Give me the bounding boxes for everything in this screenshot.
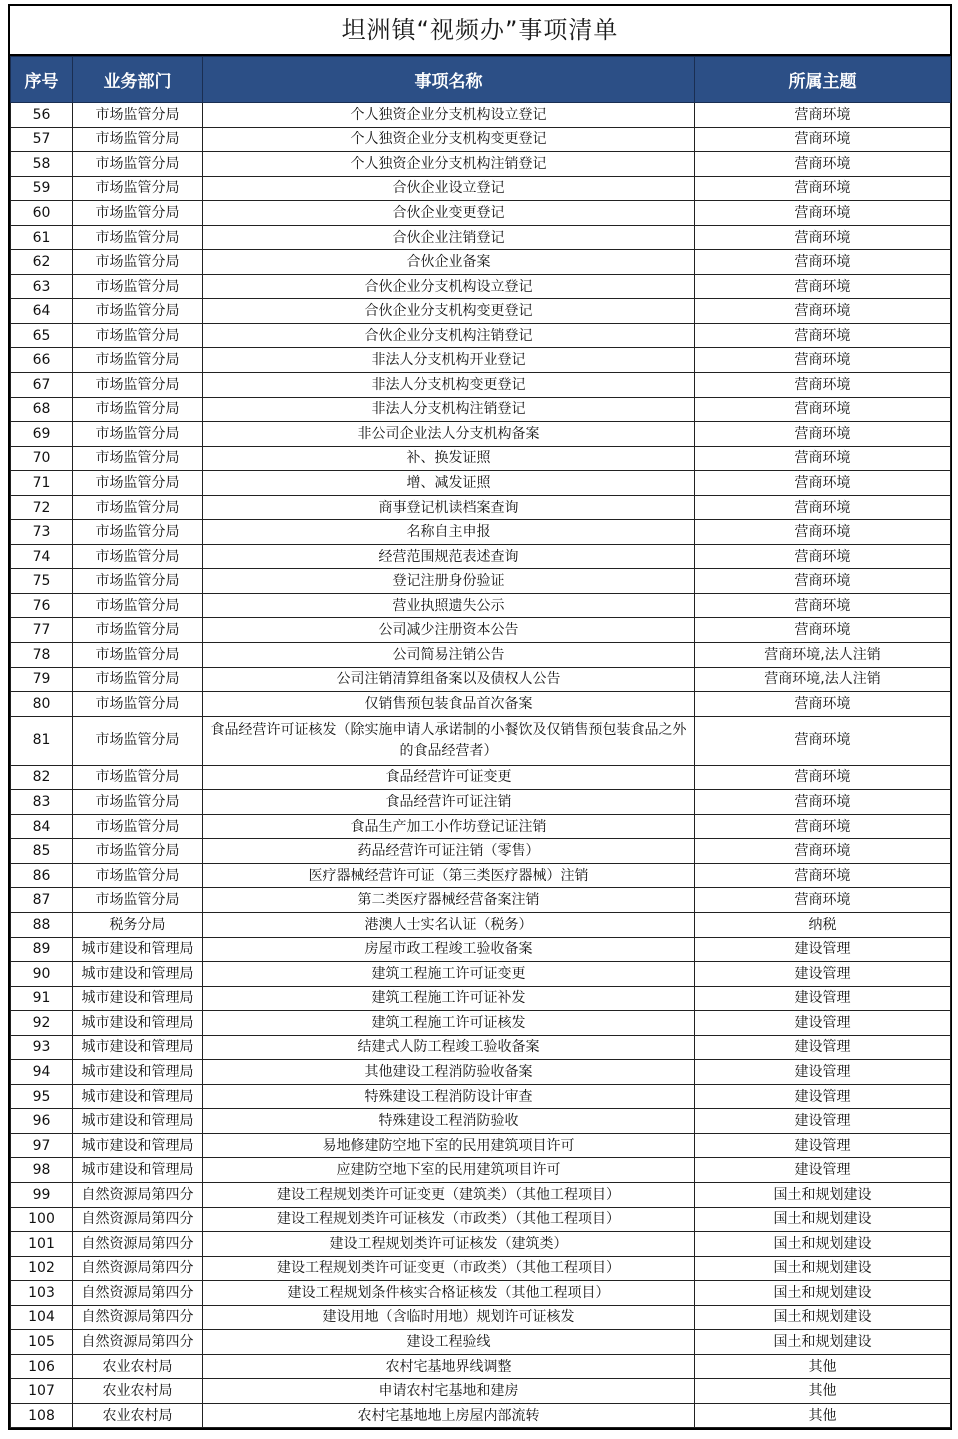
cell-item-name: 建设工程规划类许可证核发（建筑类） — [203, 1232, 695, 1257]
cell-serial: 58 — [11, 152, 73, 177]
cell-department: 市场监管分局 — [73, 839, 203, 864]
cell-item-name: 合伙企业变更登记 — [203, 201, 695, 226]
cell-item-name: 建筑工程施工许可证补发 — [203, 986, 695, 1011]
cell-serial: 81 — [11, 716, 73, 765]
cell-department: 市场监管分局 — [73, 692, 203, 717]
cell-theme: 国土和规划建设 — [695, 1232, 951, 1257]
cell-serial: 59 — [11, 176, 73, 201]
cell-theme: 营商环境 — [695, 373, 951, 398]
cell-department: 市场监管分局 — [73, 471, 203, 496]
cell-department: 市场监管分局 — [73, 716, 203, 765]
cell-department: 市场监管分局 — [73, 446, 203, 471]
cell-item-name: 港澳人士实名认证（税务） — [203, 912, 695, 937]
cell-theme: 营商环境 — [695, 201, 951, 226]
cell-department: 城市建设和管理局 — [73, 986, 203, 1011]
cell-theme: 营商环境 — [695, 250, 951, 275]
table-row — [11, 1379, 951, 1404]
cell-serial: 75 — [11, 569, 73, 594]
cell-department: 市场监管分局 — [73, 593, 203, 618]
table-row — [11, 201, 951, 226]
table-row — [11, 152, 951, 177]
cell-theme: 营商环境 — [695, 397, 951, 422]
cell-theme: 建设管理 — [695, 962, 951, 987]
cell-department: 城市建设和管理局 — [73, 1035, 203, 1060]
cell-department: 市场监管分局 — [73, 888, 203, 913]
cell-item-name: 合伙企业分支机构注销登记 — [203, 323, 695, 348]
cell-theme: 建设管理 — [695, 1035, 951, 1060]
cell-item-name: 医疗器械经营许可证（第三类医疗器械）注销 — [203, 863, 695, 888]
cell-department: 市场监管分局 — [73, 323, 203, 348]
cell-theme: 营商环境 — [695, 323, 951, 348]
cell-item-name: 经营范围规范表述查询 — [203, 544, 695, 569]
cell-serial: 77 — [11, 618, 73, 643]
cell-serial: 68 — [11, 397, 73, 422]
cell-item-name: 公司注销清算组备案以及债权人公告 — [203, 667, 695, 692]
cell-item-name: 第二类医疗器械经营备案注销 — [203, 888, 695, 913]
table-row — [11, 1232, 951, 1257]
table-row — [11, 765, 951, 790]
cell-department: 自然资源局第四分 — [73, 1182, 203, 1207]
cell-serial: 82 — [11, 765, 73, 790]
cell-theme: 营商环境 — [695, 176, 951, 201]
table-row — [11, 1035, 951, 1060]
cell-item-name: 农村宅基地地上房屋内部流转 — [203, 1403, 695, 1428]
cell-item-name: 合伙企业分支机构设立登记 — [203, 274, 695, 299]
cell-department: 城市建设和管理局 — [73, 1133, 203, 1158]
cell-department: 自然资源局第四分 — [73, 1281, 203, 1306]
cell-serial: 61 — [11, 225, 73, 250]
table-row — [11, 1305, 951, 1330]
cell-item-name: 个人独资企业分支机构变更登记 — [203, 127, 695, 152]
cell-serial: 95 — [11, 1084, 73, 1109]
cell-department: 市场监管分局 — [73, 201, 203, 226]
table-row — [11, 716, 951, 765]
cell-department: 市场监管分局 — [73, 422, 203, 447]
table-row — [11, 912, 951, 937]
cell-item-name: 申请农村宅基地和建房 — [203, 1379, 695, 1404]
cell-serial: 71 — [11, 471, 73, 496]
cell-theme: 国土和规划建设 — [695, 1207, 951, 1232]
cell-item-name: 房屋市政工程竣工验收备案 — [203, 937, 695, 962]
cell-serial: 106 — [11, 1354, 73, 1379]
table-row — [11, 176, 951, 201]
cell-theme: 营商环境 — [695, 544, 951, 569]
table-row — [11, 1330, 951, 1355]
table-row — [11, 250, 951, 275]
header-item-name: 事项名称 — [203, 57, 695, 103]
table-row — [11, 986, 951, 1011]
cell-theme: 营商环境 — [695, 716, 951, 765]
cell-item-name: 建设工程规划条件核实合格证核发（其他工程项目） — [203, 1281, 695, 1306]
cell-theme: 营商环境 — [695, 839, 951, 864]
cell-item-name: 非法人分支机构变更登记 — [203, 373, 695, 398]
cell-theme: 营商环境 — [695, 814, 951, 839]
cell-serial: 104 — [11, 1305, 73, 1330]
document-sheet — [8, 4, 952, 1430]
cell-serial: 76 — [11, 593, 73, 618]
cell-theme: 建设管理 — [695, 1133, 951, 1158]
table-row — [11, 422, 951, 447]
cell-item-name: 药品经营许可证注销（零售） — [203, 839, 695, 864]
cell-serial: 94 — [11, 1060, 73, 1085]
cell-serial: 78 — [11, 643, 73, 668]
cell-theme: 营商环境,法人注销 — [695, 643, 951, 668]
table-row — [11, 839, 951, 864]
cell-theme: 营商环境 — [695, 863, 951, 888]
cell-theme: 营商环境 — [695, 348, 951, 373]
cell-serial: 80 — [11, 692, 73, 717]
cell-department: 市场监管分局 — [73, 103, 203, 128]
cell-serial: 102 — [11, 1256, 73, 1281]
cell-serial: 65 — [11, 323, 73, 348]
cell-theme: 建设管理 — [695, 1084, 951, 1109]
cell-item-name: 公司简易注销公告 — [203, 643, 695, 668]
cell-theme: 营商环境 — [695, 422, 951, 447]
table-row — [11, 299, 951, 324]
cell-item-name: 建设用地（含临时用地）规划许可证核发 — [203, 1305, 695, 1330]
cell-theme: 营商环境 — [695, 888, 951, 913]
cell-item-name: 非法人分支机构开业登记 — [203, 348, 695, 373]
cell-department: 市场监管分局 — [73, 618, 203, 643]
table-row — [11, 593, 951, 618]
table-row — [11, 814, 951, 839]
cell-theme: 建设管理 — [695, 1011, 951, 1036]
cell-serial: 88 — [11, 912, 73, 937]
cell-serial: 63 — [11, 274, 73, 299]
table-row — [11, 1256, 951, 1281]
cell-theme: 建设管理 — [695, 937, 951, 962]
cell-theme: 营商环境 — [695, 790, 951, 815]
cell-theme: 国土和规划建设 — [695, 1256, 951, 1281]
cell-item-name: 建设工程验线 — [203, 1330, 695, 1355]
cell-serial: 97 — [11, 1133, 73, 1158]
table-header-row — [11, 57, 951, 103]
cell-theme: 建设管理 — [695, 986, 951, 1011]
cell-serial: 83 — [11, 790, 73, 815]
cell-department: 市场监管分局 — [73, 373, 203, 398]
cell-department: 税务分局 — [73, 912, 203, 937]
cell-item-name: 建设工程规划类许可证核发（市政类）（其他工程项目） — [203, 1207, 695, 1232]
cell-serial: 72 — [11, 495, 73, 520]
table-row — [11, 692, 951, 717]
cell-serial: 69 — [11, 422, 73, 447]
cell-department: 城市建设和管理局 — [73, 1109, 203, 1134]
cell-theme: 建设管理 — [695, 1060, 951, 1085]
cell-theme: 营商环境 — [695, 692, 951, 717]
cell-department: 市场监管分局 — [73, 274, 203, 299]
table-row — [11, 103, 951, 128]
cell-department: 市场监管分局 — [73, 863, 203, 888]
cell-theme: 营商环境 — [695, 765, 951, 790]
cell-item-name: 应建防空地下室的民用建筑项目许可 — [203, 1158, 695, 1183]
cell-theme: 国土和规划建设 — [695, 1281, 951, 1306]
header-theme: 所属主题 — [695, 57, 951, 103]
table-row — [11, 225, 951, 250]
page-title: 坦洲镇“视频办”事项清单 — [10, 6, 950, 56]
cell-item-name: 合伙企业注销登记 — [203, 225, 695, 250]
cell-theme: 营商环境 — [695, 152, 951, 177]
cell-item-name: 建筑工程施工许可证核发 — [203, 1011, 695, 1036]
cell-theme: 营商环境 — [695, 618, 951, 643]
table-row — [11, 1207, 951, 1232]
cell-department: 市场监管分局 — [73, 299, 203, 324]
cell-serial: 66 — [11, 348, 73, 373]
cell-item-name: 登记注册身份验证 — [203, 569, 695, 594]
cell-department: 自然资源局第四分 — [73, 1207, 203, 1232]
cell-serial: 79 — [11, 667, 73, 692]
table-row — [11, 544, 951, 569]
cell-serial: 108 — [11, 1403, 73, 1428]
cell-department: 市场监管分局 — [73, 152, 203, 177]
table-row — [11, 397, 951, 422]
table-row — [11, 569, 951, 594]
table-row — [11, 373, 951, 398]
cell-theme: 营商环境 — [695, 471, 951, 496]
cell-department: 城市建设和管理局 — [73, 1084, 203, 1109]
cell-serial: 91 — [11, 986, 73, 1011]
table-row — [11, 863, 951, 888]
cell-item-name: 非公司企业法人分支机构备案 — [203, 422, 695, 447]
cell-item-name: 个人独资企业分支机构注销登记 — [203, 152, 695, 177]
cell-theme: 营商环境 — [695, 103, 951, 128]
cell-serial: 89 — [11, 937, 73, 962]
cell-item-name: 营业执照遗失公示 — [203, 593, 695, 618]
cell-serial: 62 — [11, 250, 73, 275]
cell-item-name: 结建式人防工程竣工验收备案 — [203, 1035, 695, 1060]
cell-theme: 国土和规划建设 — [695, 1182, 951, 1207]
cell-item-name: 易地修建防空地下室的民用建筑项目许可 — [203, 1133, 695, 1158]
table-row — [11, 446, 951, 471]
table-row — [11, 643, 951, 668]
cell-item-name: 农村宅基地界线调整 — [203, 1354, 695, 1379]
cell-theme: 营商环境 — [695, 520, 951, 545]
cell-item-name: 食品经营许可证注销 — [203, 790, 695, 815]
cell-theme: 营商环境 — [695, 495, 951, 520]
cell-serial: 56 — [11, 103, 73, 128]
cell-theme: 营商环境 — [695, 225, 951, 250]
cell-department: 市场监管分局 — [73, 667, 203, 692]
cell-serial: 64 — [11, 299, 73, 324]
cell-department: 市场监管分局 — [73, 765, 203, 790]
cell-serial: 86 — [11, 863, 73, 888]
cell-department: 自然资源局第四分 — [73, 1256, 203, 1281]
cell-serial: 73 — [11, 520, 73, 545]
cell-theme: 其他 — [695, 1403, 951, 1428]
table-row — [11, 1158, 951, 1183]
cell-theme: 其他 — [695, 1379, 951, 1404]
cell-item-name: 食品经营许可证核发（除实施申请人承诺制的小餐饮及仅销售预包装食品之外的食品经营者） — [203, 716, 695, 765]
header-serial: 序号 — [11, 57, 73, 103]
cell-serial: 99 — [11, 1182, 73, 1207]
cell-item-name: 特殊建设工程消防验收 — [203, 1109, 695, 1134]
cell-department: 市场监管分局 — [73, 225, 203, 250]
cell-item-name: 合伙企业备案 — [203, 250, 695, 275]
table-row — [11, 1403, 951, 1428]
cell-serial: 74 — [11, 544, 73, 569]
cell-theme: 建设管理 — [695, 1109, 951, 1134]
cell-theme: 营商环境,法人注销 — [695, 667, 951, 692]
table-row — [11, 1182, 951, 1207]
cell-department: 市场监管分局 — [73, 348, 203, 373]
cell-department: 农业农村局 — [73, 1403, 203, 1428]
cell-item-name: 建筑工程施工许可证变更 — [203, 962, 695, 987]
cell-department: 城市建设和管理局 — [73, 937, 203, 962]
cell-serial: 84 — [11, 814, 73, 839]
cell-department: 市场监管分局 — [73, 397, 203, 422]
cell-serial: 87 — [11, 888, 73, 913]
cell-theme: 其他 — [695, 1354, 951, 1379]
cell-department: 市场监管分局 — [73, 569, 203, 594]
cell-item-name: 合伙企业分支机构变更登记 — [203, 299, 695, 324]
cell-department: 市场监管分局 — [73, 250, 203, 275]
table-row — [11, 495, 951, 520]
cell-department: 自然资源局第四分 — [73, 1330, 203, 1355]
cell-theme: 营商环境 — [695, 127, 951, 152]
table-row — [11, 1084, 951, 1109]
cell-theme: 营商环境 — [695, 274, 951, 299]
cell-theme: 营商环境 — [695, 299, 951, 324]
cell-department: 农业农村局 — [73, 1379, 203, 1404]
cell-department: 市场监管分局 — [73, 176, 203, 201]
cell-serial: 92 — [11, 1011, 73, 1036]
cell-department: 市场监管分局 — [73, 643, 203, 668]
cell-item-name: 建设工程规划类许可证变更（建筑类）（其他工程项目） — [203, 1182, 695, 1207]
cell-item-name: 建设工程规划类许可证变更（市政类）（其他工程项目） — [203, 1256, 695, 1281]
cell-serial: 103 — [11, 1281, 73, 1306]
table-row — [11, 323, 951, 348]
header-department: 业务部门 — [73, 57, 203, 103]
cell-item-name: 特殊建设工程消防设计审查 — [203, 1084, 695, 1109]
cell-department: 市场监管分局 — [73, 544, 203, 569]
table-body — [11, 103, 951, 1428]
cell-item-name: 食品经营许可证变更 — [203, 765, 695, 790]
cell-serial: 93 — [11, 1035, 73, 1060]
cell-serial: 60 — [11, 201, 73, 226]
table-row — [11, 667, 951, 692]
table-row — [11, 937, 951, 962]
cell-theme: 营商环境 — [695, 446, 951, 471]
table-row — [11, 520, 951, 545]
cell-department: 城市建设和管理局 — [73, 1060, 203, 1085]
cell-theme: 纳税 — [695, 912, 951, 937]
cell-department: 城市建设和管理局 — [73, 1011, 203, 1036]
table-row — [11, 348, 951, 373]
cell-department: 市场监管分局 — [73, 127, 203, 152]
cell-department: 市场监管分局 — [73, 495, 203, 520]
table-row — [11, 1060, 951, 1085]
cell-item-name: 增、减发证照 — [203, 471, 695, 496]
cell-item-name: 仅销售预包装食品首次备案 — [203, 692, 695, 717]
cell-department: 城市建设和管理局 — [73, 962, 203, 987]
table-row — [11, 888, 951, 913]
cell-theme: 营商环境 — [695, 593, 951, 618]
table-row — [11, 618, 951, 643]
items-table — [10, 56, 951, 1428]
cell-theme: 国土和规划建设 — [695, 1305, 951, 1330]
cell-item-name: 非法人分支机构注销登记 — [203, 397, 695, 422]
cell-item-name: 合伙企业设立登记 — [203, 176, 695, 201]
cell-serial: 90 — [11, 962, 73, 987]
cell-item-name: 补、换发证照 — [203, 446, 695, 471]
table-row — [11, 790, 951, 815]
cell-item-name: 公司减少注册资本公告 — [203, 618, 695, 643]
cell-department: 农业农村局 — [73, 1354, 203, 1379]
cell-department: 市场监管分局 — [73, 520, 203, 545]
cell-serial: 85 — [11, 839, 73, 864]
table-row — [11, 127, 951, 152]
cell-department: 市场监管分局 — [73, 790, 203, 815]
cell-serial: 100 — [11, 1207, 73, 1232]
cell-serial: 107 — [11, 1379, 73, 1404]
cell-serial: 57 — [11, 127, 73, 152]
cell-theme: 国土和规划建设 — [695, 1330, 951, 1355]
cell-department: 自然资源局第四分 — [73, 1305, 203, 1330]
table-row — [11, 1354, 951, 1379]
table-row — [11, 1281, 951, 1306]
cell-department: 自然资源局第四分 — [73, 1232, 203, 1257]
table-row — [11, 274, 951, 299]
cell-theme: 营商环境 — [695, 569, 951, 594]
table-row — [11, 962, 951, 987]
cell-theme: 建设管理 — [695, 1158, 951, 1183]
cell-serial: 98 — [11, 1158, 73, 1183]
cell-item-name: 其他建设工程消防验收备案 — [203, 1060, 695, 1085]
cell-item-name: 个人独资企业分支机构设立登记 — [203, 103, 695, 128]
cell-serial: 67 — [11, 373, 73, 398]
cell-serial: 101 — [11, 1232, 73, 1257]
cell-serial: 96 — [11, 1109, 73, 1134]
cell-serial: 70 — [11, 446, 73, 471]
cell-item-name: 名称自主申报 — [203, 520, 695, 545]
table-row — [11, 471, 951, 496]
cell-department: 市场监管分局 — [73, 814, 203, 839]
cell-department: 城市建设和管理局 — [73, 1158, 203, 1183]
table-row — [11, 1109, 951, 1134]
table-row — [11, 1133, 951, 1158]
cell-item-name: 商事登记机读档案查询 — [203, 495, 695, 520]
table-row — [11, 1011, 951, 1036]
cell-item-name: 食品生产加工小作坊登记证注销 — [203, 814, 695, 839]
cell-serial: 105 — [11, 1330, 73, 1355]
